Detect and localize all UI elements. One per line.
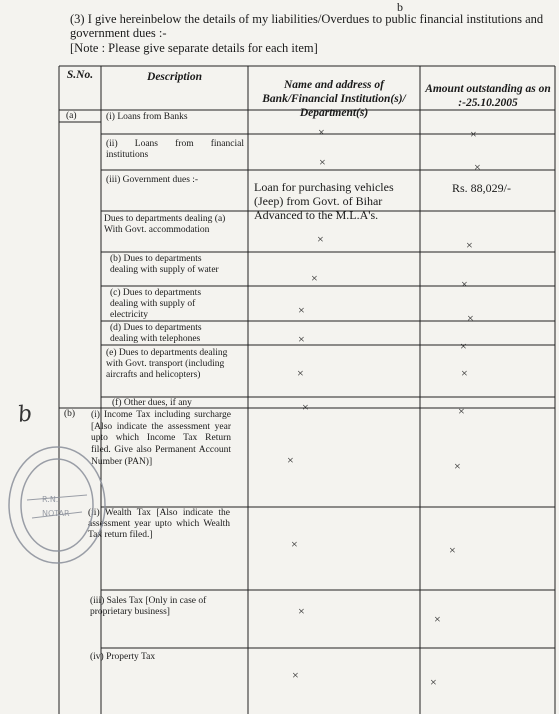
label-b: (b) [64, 409, 76, 419]
row-dues-dept-b: (b) Dues to departments dealing with supply of water [110, 254, 219, 275]
govt-dues-name: Loan for purchasing vehicles (Jeep) from Govt. of Bihar Advanced to the M.L.A's. [254, 180, 394, 222]
cross-mark: × [474, 160, 481, 174]
margin-mark: b [16, 401, 34, 428]
cross-mark: × [302, 400, 309, 414]
cross-mark: × [292, 668, 299, 682]
row-dues-dept-d: (d) Dues to departments dealing with telephones [110, 323, 202, 344]
cross-mark: × [297, 366, 304, 380]
row-dues-dept-c: (c) Dues to departments dealing with supply of electricity [110, 288, 202, 320]
svg-text:R.N.: R.N. [42, 495, 59, 504]
cross-mark: × [458, 404, 465, 418]
row-dues-dept-e: (e) Dues to departments dealing with Govt. transport (including aircrafts and helicopters) [106, 348, 228, 380]
header-sno: S.No. [66, 69, 94, 81]
svg-text:NOTAR: NOTAR [42, 509, 70, 518]
intro-note: [Note : Please give separate details for each item] [70, 41, 318, 55]
label-a: (a) [66, 111, 77, 121]
cross-mark: × [434, 612, 441, 626]
cross-mark: × [466, 238, 473, 252]
cross-mark: × [298, 303, 305, 317]
cross-mark: × [430, 675, 437, 689]
header-amount: Amount outstanding as on :-25.10.2005 [425, 83, 551, 109]
cross-mark: × [454, 459, 461, 473]
header-name-address: Name and address of Bank/Financial Institution(s)/ Department(s) [262, 79, 406, 119]
notary-stamp [2, 440, 112, 570]
row-wealth-tax: (ii) Wealth Tax [Also indicate the assessment year upto which Wealth Tax return filed.] [88, 508, 230, 540]
cross-mark: × [449, 543, 456, 557]
intro-text: (3) I give hereinbelow the details of my liabilities/Overdues to public financial institutions and government dues :- [70, 12, 544, 40]
row-income-tax: (i) Income Tax including surcharge [Also indicate the assessment year upto which Income Tax Return filed. Give also Permanent Account Number (PAN)] [91, 410, 231, 467]
cross-mark: × [461, 366, 468, 380]
row-sales-tax: (iii) Sales Tax [Only in case of proprietary business] [90, 596, 207, 617]
cross-mark: × [460, 339, 467, 353]
cross-mark: × [287, 453, 294, 467]
row-dues-dept-a: Dues to departments dealing (a) With Govt. accommodation [104, 214, 226, 235]
cross-mark: × [311, 271, 318, 285]
row-property-tax: (iv) Property Tax [90, 652, 156, 662]
cross-mark: × [470, 127, 477, 141]
cross-mark: × [291, 537, 298, 551]
cross-mark: × [298, 332, 305, 346]
header-description: Description [147, 71, 202, 83]
row-loans-banks: (i) Loans from Banks [106, 112, 188, 122]
row-govt-dues: (iii) Government dues :- [106, 175, 199, 185]
row-other-dues: (f) Other dues, if any [112, 398, 192, 408]
govt-dues-amount: Rs. 88,029/- [452, 181, 512, 195]
cross-mark: × [319, 155, 326, 169]
cross-mark: × [467, 311, 474, 325]
page-mark: b [397, 0, 403, 14]
cross-mark: × [461, 277, 468, 291]
cross-mark: × [318, 125, 325, 139]
cross-mark: × [317, 232, 324, 246]
row-loans-fi: (ii) Loans from financial institutions [106, 139, 244, 160]
cross-mark: × [298, 604, 305, 618]
